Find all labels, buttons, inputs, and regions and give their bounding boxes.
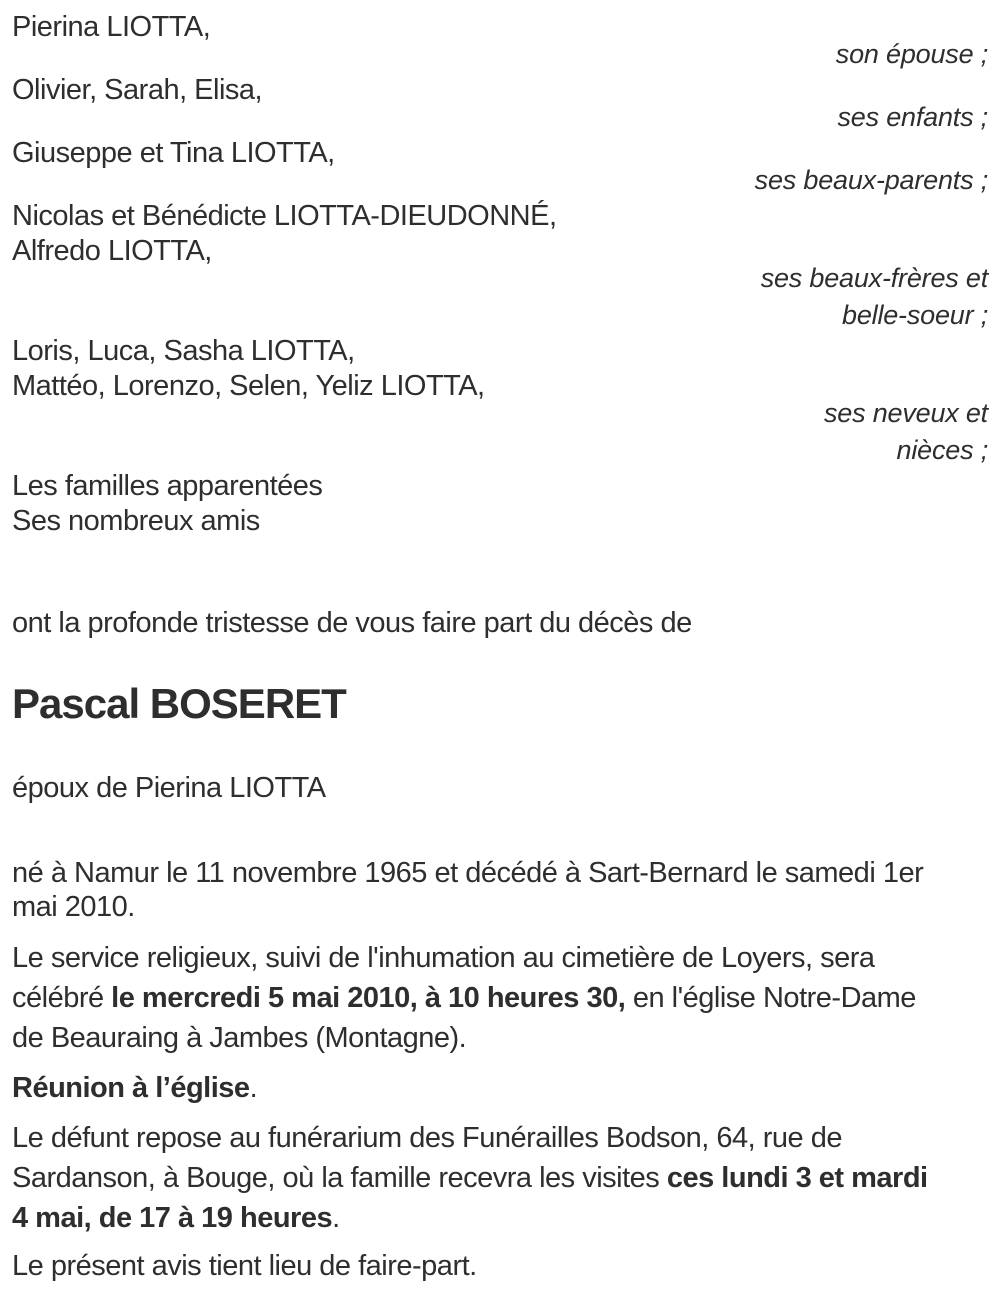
bold-text-segment: 4 mai, de 17 à 19 heures	[12, 1202, 333, 1234]
paragraph-line	[12, 1068, 988, 1108]
family-entry	[12, 136, 988, 199]
family-names-line: Mattéo, Lorenzo, Selen, Yeliz LIOTTA,	[12, 370, 485, 402]
intro-line: ont la profonde tristesse de vous faire part du décès de	[12, 607, 692, 639]
text-segment: Le présent avis tient lieu de faire-part.	[12, 1250, 477, 1282]
paragraph-line	[12, 1118, 988, 1158]
text-segment: Sardanson, à Bouge, où la famille recevra les visites	[12, 1162, 667, 1194]
paragraph-line	[12, 890, 988, 924]
family-names-line: Alfredo LIOTTA,	[12, 235, 212, 267]
notice-paragraph	[12, 1118, 988, 1238]
family-names-line: Nicolas et Bénédicte LIOTTA-DIEUDONNÉ,	[12, 200, 557, 232]
paragraph-line	[12, 938, 988, 978]
family-relation-label: ses enfants ;	[837, 102, 988, 132]
text-segment: .	[249, 1072, 258, 1104]
family-names-line: Pierina LIOTTA,	[12, 11, 211, 43]
paragraph-line	[12, 978, 988, 1018]
paragraph-line	[12, 856, 988, 890]
family-relation-label: nièces ;	[896, 435, 988, 465]
notice-paragraph	[12, 856, 988, 924]
bold-text-segment: le mercredi 5 mai 2010, à 10 heures 30,	[111, 982, 626, 1014]
notice-paragraph	[12, 938, 988, 1058]
family-entry	[12, 73, 988, 136]
family-names-line: Ses nombreux amis	[12, 505, 260, 537]
family-relation-label: ses beaux-parents ;	[754, 165, 988, 195]
paragraph-line	[12, 1246, 988, 1286]
relation-to-survivor: époux de Pierina LIOTTA	[12, 772, 326, 804]
family-entry	[12, 334, 988, 469]
deceased-name: Pascal BOSERET	[12, 680, 346, 727]
family-entries	[12, 10, 988, 539]
notice-paragraph	[12, 1246, 988, 1286]
text-segment: célébré	[12, 982, 112, 1014]
family-relation-label: ses neveux et	[823, 398, 988, 428]
paragraph-line	[12, 1158, 988, 1198]
bold-text-segment: ces lundi 3 et mardi	[666, 1162, 928, 1194]
family-entry	[12, 10, 988, 73]
notice-paragraphs	[12, 856, 988, 1286]
text-segment: né à Namur le 11 novembre 1965 et décédé à Sart-Bernard le samedi 1er	[12, 857, 924, 889]
bold-text-segment: Réunion à l’église	[12, 1072, 250, 1104]
family-relation-label: son épouse ;	[835, 39, 988, 69]
text-segment: en l'église Notre-Dame	[625, 982, 916, 1014]
text-segment: mai 2010.	[12, 891, 135, 923]
text-segment: Le service religieux, suivi de l'inhumation au cimetière de Loyers, sera	[12, 942, 875, 974]
text-segment: .	[332, 1202, 340, 1234]
family-names-line: Les familles apparentées	[12, 470, 323, 502]
paragraph-line	[12, 1198, 988, 1238]
text-segment: Le défunt repose au funérarium des Funérailles Bodson, 64, rue de	[12, 1122, 842, 1154]
family-relation-label: belle-soeur ;	[842, 300, 988, 330]
family-names-line: Olivier, Sarah, Elisa,	[12, 74, 263, 106]
family-entry	[12, 199, 988, 334]
text-segment: de Beauraing à Jambes (Montagne).	[12, 1022, 467, 1054]
family-names-line: Giuseppe et Tina LIOTTA,	[12, 137, 335, 169]
notice-paragraph	[12, 1068, 988, 1108]
family-relation-label: ses beaux-frères et	[760, 263, 988, 293]
family-entry	[12, 469, 988, 539]
paragraph-line	[12, 1018, 988, 1058]
family-names-line: Loris, Luca, Sasha LIOTTA,	[12, 335, 355, 367]
